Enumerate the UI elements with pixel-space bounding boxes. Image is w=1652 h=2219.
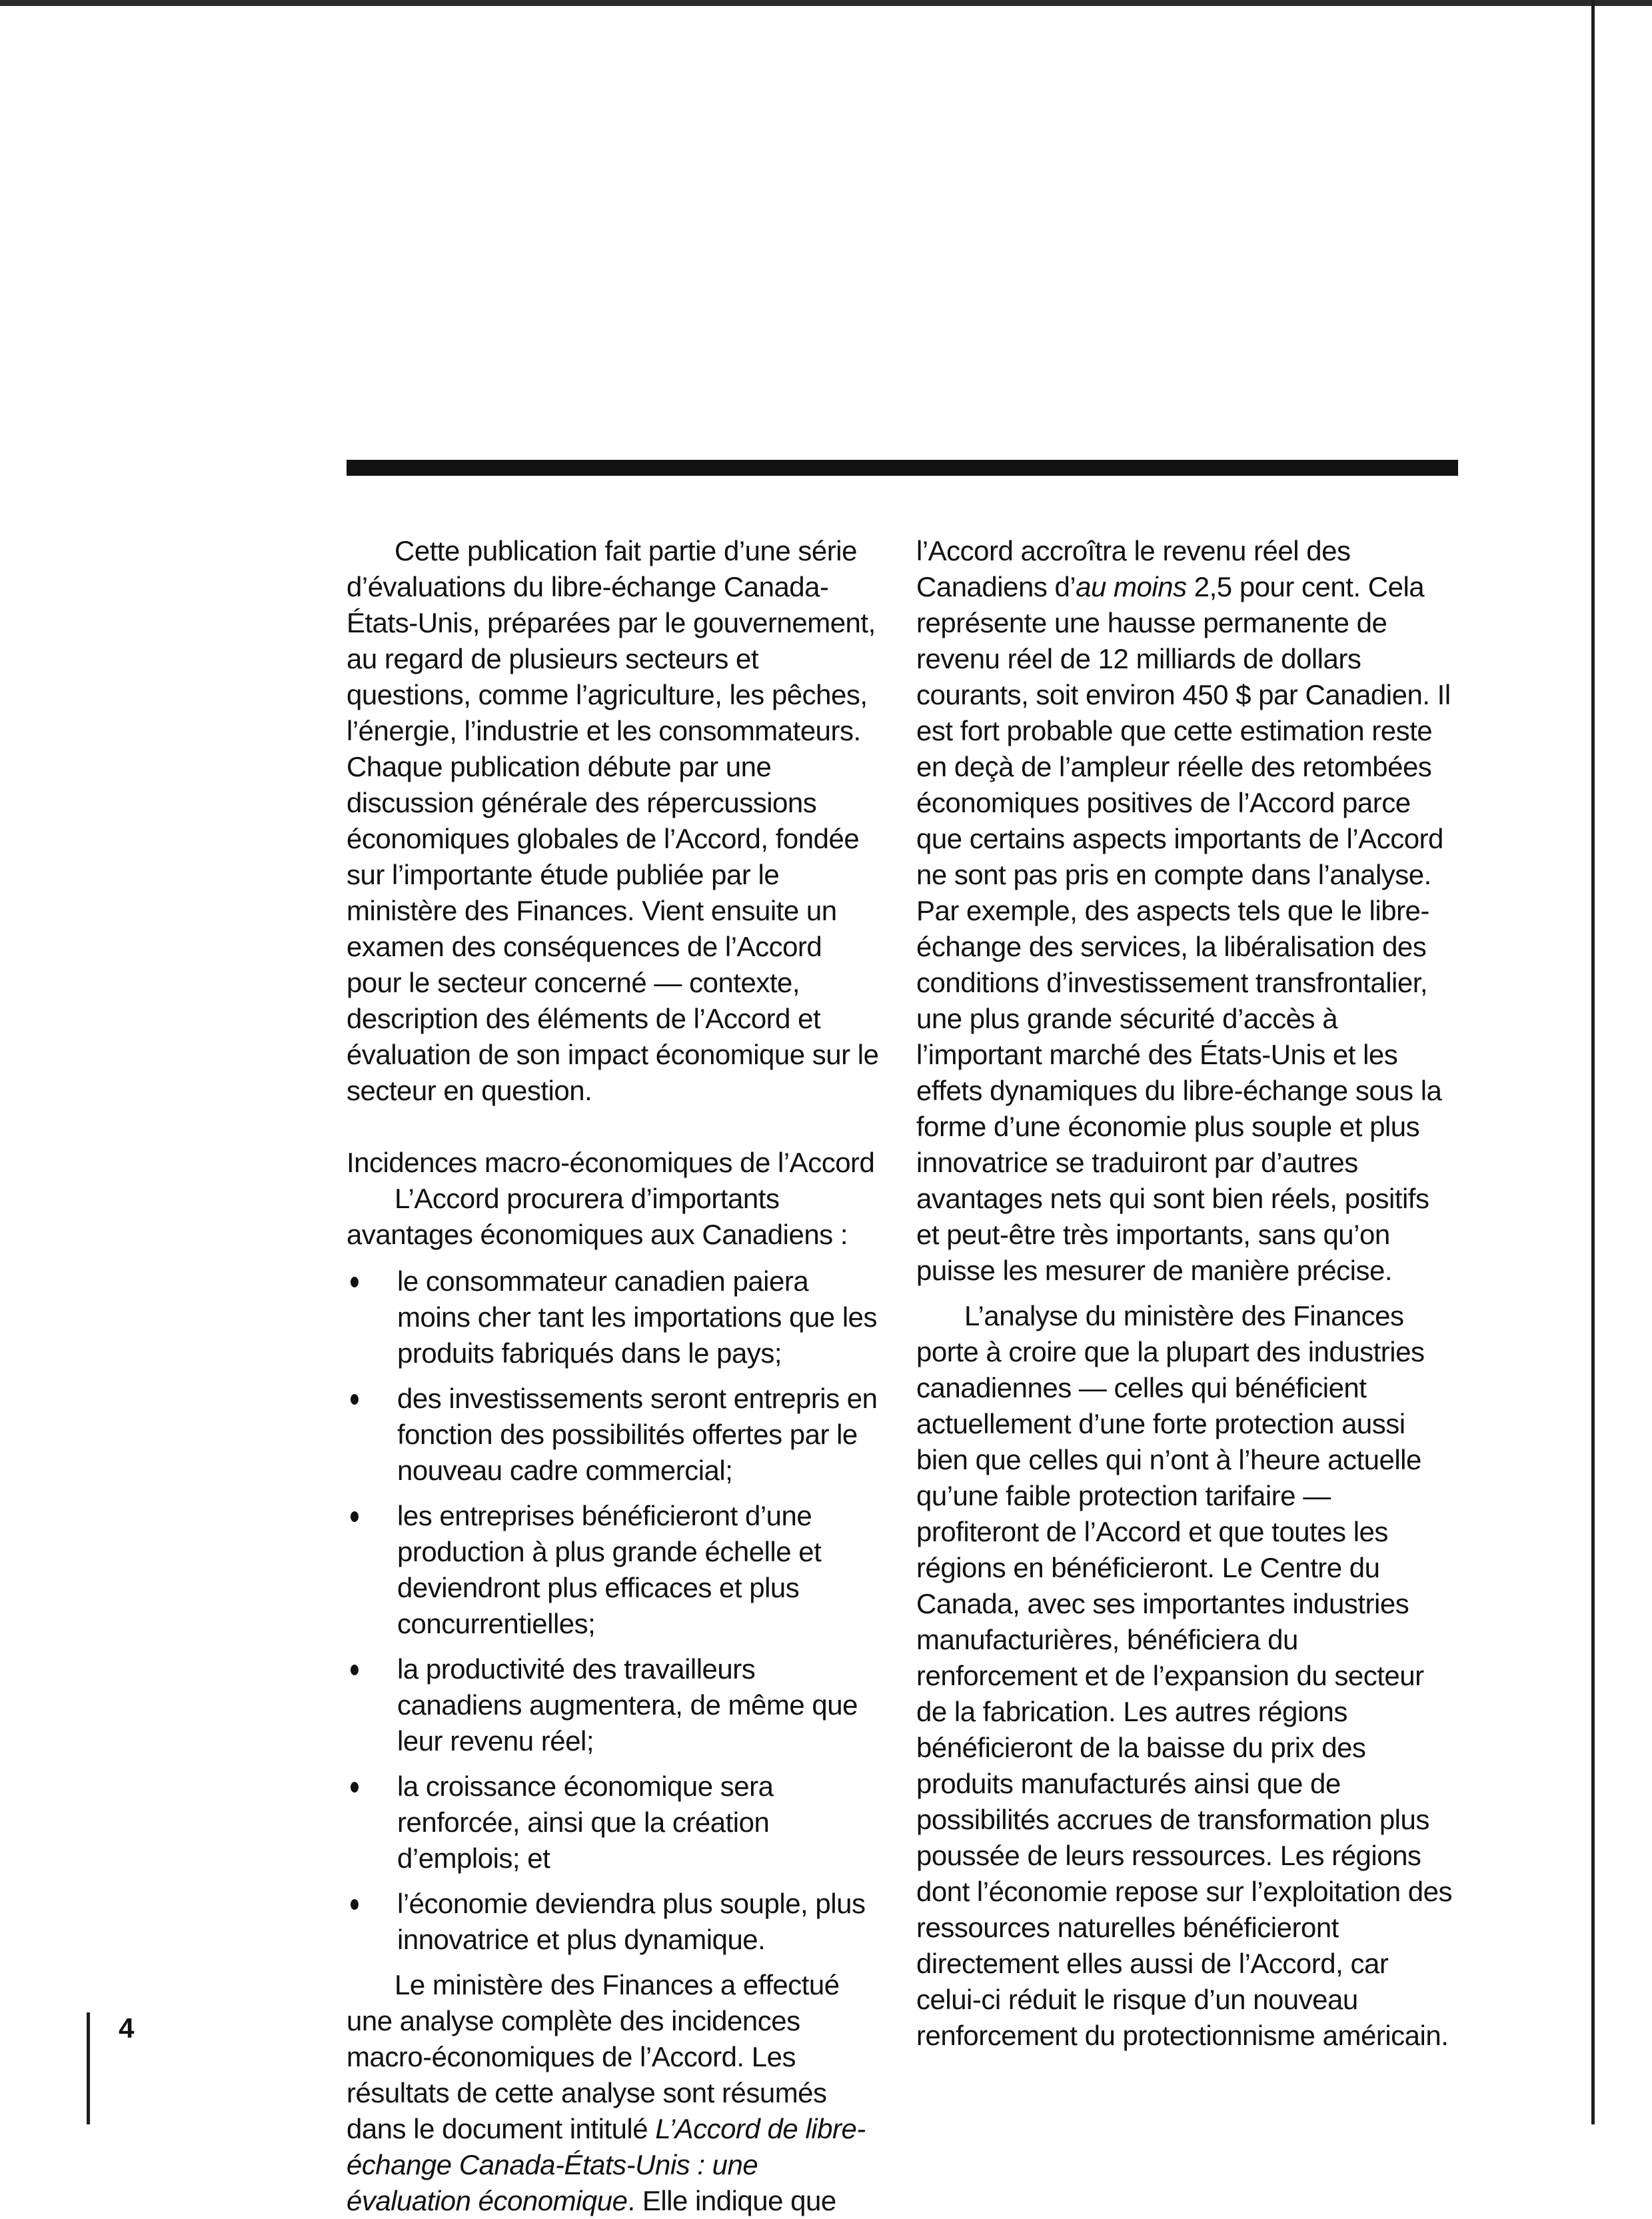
list-item: l’économie deviendra plus souple, plus innovatrice et plus dynamique. [347, 1886, 880, 1958]
emphasis-text: au moins [1076, 571, 1187, 602]
analysis-text-end: . Elle indique que [627, 2185, 836, 2216]
benefits-list [347, 1263, 880, 1958]
list-item: des investissements seront entrepris en fonction des possibilités offertes par le nouveau cadre commercial; [347, 1381, 880, 1489]
scan-edge-left [87, 2012, 90, 2124]
section-heading: Incidences macro-économiques de l’Accord [347, 1147, 875, 1178]
right-column [916, 533, 1456, 2054]
scan-edge-top [0, 0, 1652, 6]
income-text-start: l’Accord accroîtra le revenu réel des Canadiens d’ [916, 535, 1351, 602]
left-column [347, 533, 880, 2219]
document-title: L’Accord de libre-échange Canada-États-Unis : une évaluation économique [347, 2113, 866, 2216]
page-number: 4 [119, 2012, 135, 2044]
header-rule [347, 460, 1458, 476]
analysis-paragraph [347, 1967, 880, 2219]
regions-paragraph: L’analyse du ministère des Finances porte à croire que la plupart des industries canadiennes — celles qui bénéficient actuellement d’une forte protection aussi bien que celles qui n’ont à l’heure actuelle qu’une faible protection tarifaire — profiteront de l’Accord et que toutes les régions en bénéficieront. Le Centre du Canada, avec ses importantes industries manufacturières, bénéficiera du renforcement et de l’expansion du secteur de la fabrication. Les autres régions bénéficieront de la baisse du prix des produits manufacturés ainsi que de possibilités accrues de transformation plus poussée de leurs ressources. Les régions dont l’économie repose sur l’exploitation des ressources naturelles bénéficieront directement elles aussi de l’Accord, car celui-ci réduit le risque d’un nouveau renforcement du protectionnisme américain. [916, 1300, 1452, 2051]
analysis-text: Le ministère des Finances a effectué une analyse complète des incidences macro-économiques de l’Accord. Les résultats de cette analyse sont résumés dans le document intitulé [347, 1969, 840, 2144]
scan-edge-right [1591, 0, 1595, 2124]
list-item: la productivité des travailleurs canadiens augmentera, de même que leur revenu réel; [347, 1651, 880, 1759]
list-item: les entreprises bénéficieront d’une production à plus grande échelle et deviendront plus efficaces et plus concurrentielles; [347, 1498, 880, 1642]
income-text-rest: 2,5 pour cent. Cela représente une hausse permanente de revenu réel de 12 milliards de dollars courants, soit environ 450 $ par Canadien. Il est fort probable que cette estimation reste en deçà de l’ampleur réelle des retombées économiques positives de l’Accord parce que certains aspects importants de l’Accord ne sont pas pris en compte dans l’analyse. Par exemple, des aspects tels que le libre-échange des services, la libéralisation des conditions d’investissement transfrontalier, une plus grande sécurité d’accès à l’important marché des États-Unis et les effets dynamiques du libre-échange sous la forme d’une économie plus souple et plus innovatrice se traduiront par d’autres avantages nets qui sont bien réels, positifs et peut-être très importants, sans qu’on puisse les mesurer de manière précise. [916, 571, 1451, 1286]
intro-paragraph: Cette publication fait partie d’une série d’évaluations du libre-échange Canada-États-Unis, préparées par le gouvernement, au regard de plusieurs secteurs et questions, comme l’agriculture, les pêches, l’énergie, l’industrie et les consommateurs. Chaque publication débute par une discussion générale des répercussions économiques globales de l’Accord, fondée sur l’importante étude publiée par le ministère des Finances. Vient ensuite un examen des conséquences de l’Accord pour le secteur concerné — contexte, description des éléments de l’Accord et évaluation de son impact économique sur le secteur en question. [347, 535, 879, 1106]
lead-paragraph: L’Accord procurera d’importants avantages économiques aux Canadiens : [347, 1183, 848, 1250]
list-item: la croissance économique sera renforcée, ainsi que la création d’emplois; et [347, 1769, 880, 1876]
list-item: le consommateur canadien paiera moins cher tant les importations que les produits fabriqués dans le pays; [347, 1263, 880, 1371]
income-paragraph [916, 533, 1456, 1289]
